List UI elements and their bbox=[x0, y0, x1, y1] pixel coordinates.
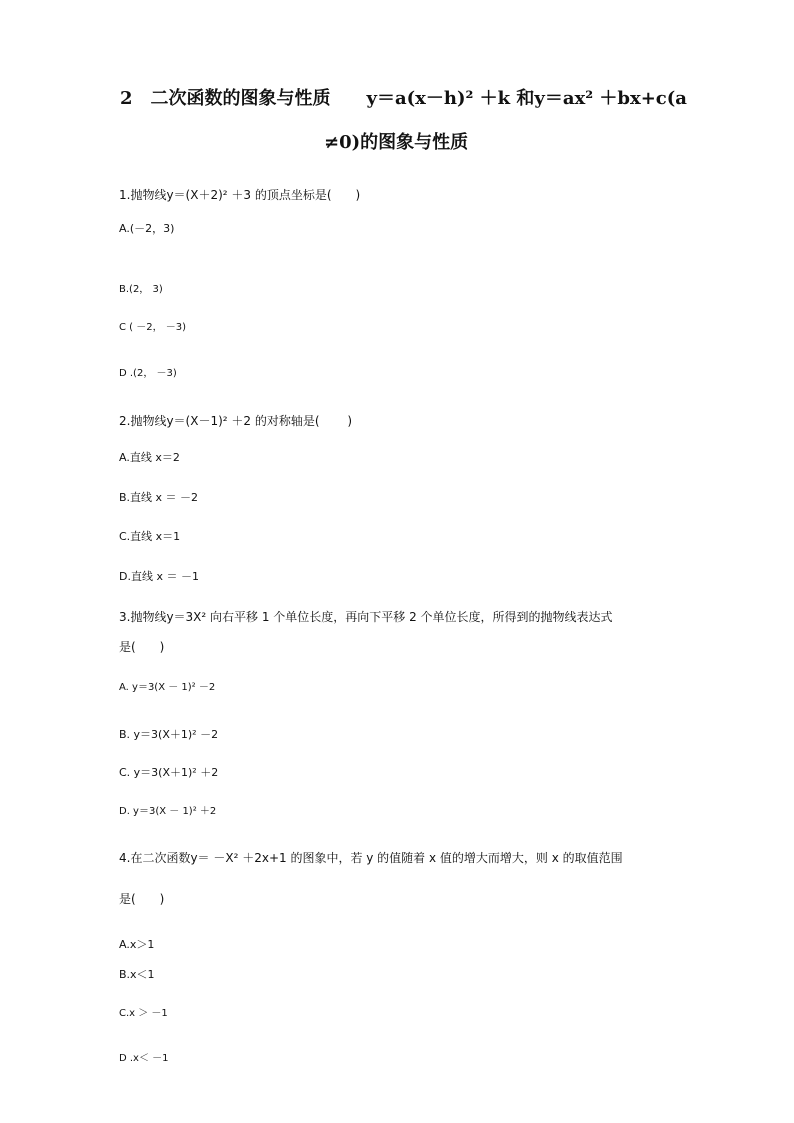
question-3-option-c: C. y＝3(X＋1)² ＋2 bbox=[119, 766, 219, 779]
question-3-stem-line-1: 3.抛物线y＝3X² 向右平移 1 个单位长度，再向下平移 2 个单位长度，所得到的抛物线表达式 bbox=[119, 610, 613, 624]
question-2-option-d: D.直线 x ＝ －1 bbox=[119, 570, 199, 583]
question-1-option-a: A.(－2，3) bbox=[119, 222, 175, 235]
question-4-stem-line-1: 4.在二次函数y＝ －X² ＋2x+1 的图象中，若 y 的值随着 x 值的增大而增大，则 x 的取值范围 bbox=[119, 851, 623, 865]
question-3-option-d: D. y＝3(X － 1)² ＋2 bbox=[119, 806, 217, 817]
question-3-stem-line-2: 是( ) bbox=[119, 640, 165, 654]
question-2-stem: 2.抛物线y＝(X－1)² ＋2 的对称轴是( ) bbox=[119, 414, 353, 428]
question-1-option-b: B.(2， 3) bbox=[119, 284, 163, 295]
question-1-option-d: D .(2， －3) bbox=[119, 368, 177, 379]
question-2-option-b: B.直线 x ＝ －2 bbox=[119, 491, 199, 504]
question-4-option-d: D .x＜ －1 bbox=[119, 1053, 169, 1064]
question-3-option-b: B. y＝3(X＋1)² －2 bbox=[119, 728, 219, 741]
question-2-option-a: A.直线 x＝2 bbox=[119, 451, 180, 464]
question-3-option-a: A. y＝3(X － 1)² －2 bbox=[119, 682, 216, 693]
page-title-line-2: ≠0)的图象与性质 bbox=[324, 132, 469, 153]
question-4-option-c: C.x ＞ －1 bbox=[119, 1008, 168, 1019]
question-4-stem-line-2: 是( ) bbox=[119, 892, 165, 906]
question-1-option-c: C ( －2， －3) bbox=[119, 322, 187, 333]
question-1-stem: 1.抛物线y＝(X＋2)² ＋3 的顶点坐标是( ) bbox=[119, 188, 361, 202]
page-title-line-1: 2 二次函数的图象与性质 y＝a(x－h)² ＋k 和y＝ax² ＋bx+c(a bbox=[120, 88, 687, 109]
question-4-option-b: B.x＜1 bbox=[119, 968, 155, 981]
question-2-option-c: C.直线 x＝1 bbox=[119, 530, 181, 543]
question-4-option-a: A.x＞1 bbox=[119, 938, 155, 951]
